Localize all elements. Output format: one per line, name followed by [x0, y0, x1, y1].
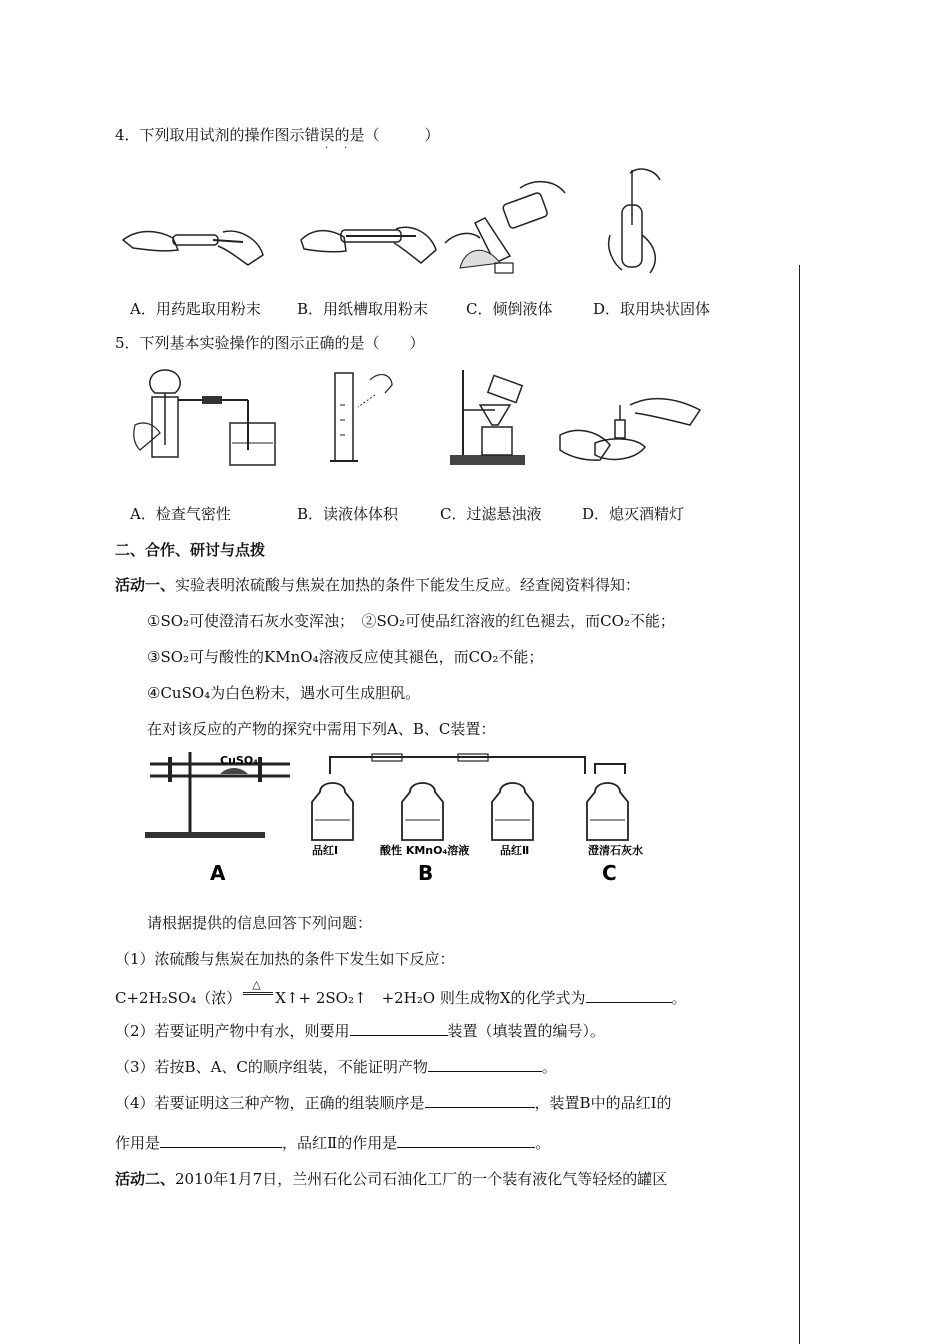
question-3 [115, 1057, 557, 1077]
question-4-text: （4）若要证明这三种产物，正确的组装顺序是 [115, 1094, 425, 1112]
reaction-condition [241, 978, 275, 1003]
apparatus-a-base [145, 832, 265, 838]
section2-heading: 二、合作、研讨与点拨 [115, 541, 266, 559]
activity1-paragraph [115, 575, 640, 595]
question-4-continued [115, 1133, 550, 1153]
answer-blank[interactable] [428, 1057, 542, 1072]
apparatus-b-label: B [418, 861, 434, 885]
q4-option-a: A．用药匙取用粉末 [130, 300, 261, 318]
emphasis-dot: · [325, 143, 329, 154]
figure-paper-trough-powder [296, 215, 446, 270]
activity2-text: 2010年1月7日，兰州石化公司石油化工厂的一个装有液化气等轻烃的罐区 [175, 1170, 668, 1188]
question-4-role-label: 作用是 [115, 1134, 161, 1152]
cuso4-label: CuSO₄ [220, 754, 258, 767]
bottle-label-1: 品红Ⅰ [312, 844, 339, 857]
figure-solid-block [600, 165, 670, 277]
apparatus-a-label: A [210, 861, 226, 885]
q4-option-c: C．倾倒液体 [466, 300, 553, 318]
equation-line [115, 978, 687, 1008]
activity1-label: 活动一、 [115, 576, 176, 594]
equation-right: X↑+ 2SO₂↑ +2H₂O 则生成物X的化学式为 [275, 989, 586, 1007]
device-intro: 在对该反应的产物的探究中需用下列A、B、C装置： [147, 720, 496, 738]
fact-1-2: ①SO₂可使澄清石灰水变浑浊； ②SO₂可使品红溶液的红色褪去，而CO₂不能； [147, 612, 675, 630]
q5-option-b: B．读液体体积 [297, 505, 399, 523]
activity1-text: 实验表明浓硫酸与焦炭在加热的条件下能发生反应。经查阅资料得知： [175, 576, 641, 594]
activity2-label: 活动二、 [115, 1170, 176, 1188]
answer-blank[interactable] [397, 1133, 535, 1148]
q5-option-a: A．检查气密性 [130, 505, 231, 523]
q4-option-d: D．取用块状固体 [593, 300, 711, 318]
bottle-label-2: 酸性 KMnO₄溶液 [380, 844, 470, 857]
equation-end: 。 [671, 989, 687, 1007]
question-4 [115, 1093, 672, 1113]
q4-stem: 4．下列取用试剂的操作图示错误的是（ ） [115, 126, 440, 144]
answer-blank[interactable] [350, 1021, 448, 1036]
bottle-label-3: 品红Ⅱ [500, 844, 530, 857]
fact-4: ④CuSO₄为白色粉末，遇水可生成胆矾。 [147, 684, 421, 702]
q5-stem: 5．下列基本实验操作的图示正确的是（ ） [115, 334, 425, 352]
apparatus-c-label: C [602, 861, 617, 885]
answer-blank[interactable] [160, 1133, 282, 1148]
answer-blank[interactable] [425, 1093, 535, 1108]
q5-option-c: C．过滤悬浊液 [440, 505, 542, 523]
question-4-end: 。 [535, 1134, 551, 1152]
question-4-role2-label: ，品红Ⅱ的作用是 [282, 1134, 398, 1152]
figure-spatula-powder [118, 210, 268, 270]
question-2-text: （2）若要证明产物中有水，则要用 [115, 1022, 350, 1040]
equation-left: C+2H₂SO₄（浓） [115, 989, 242, 1007]
emphasis-dot: · [344, 143, 348, 154]
question-3-end: 。 [541, 1058, 557, 1076]
question-2-end: 装置（填装置的编号）。 [447, 1022, 606, 1040]
question-1: （1）浓硫酸与焦炭在加热的条件下发生如下反应： [115, 950, 455, 968]
bottle-label-4: 澄清石灰水 [588, 844, 643, 857]
answer-blank[interactable] [586, 988, 672, 1003]
ask-text: 请根据提供的信息回答下列问题： [147, 914, 373, 932]
q5-option-d: D．熄灭酒精灯 [582, 505, 685, 523]
figure-apparatus-abc [140, 752, 670, 887]
heat-symbol: △ [252, 978, 261, 991]
margin-line [799, 265, 800, 1344]
q4-option-b: B．用纸槽取用粉末 [297, 300, 429, 318]
question-4-mid: ，装置B中的品红Ⅰ的 [534, 1094, 672, 1112]
fact-3: ③SO₂可与酸性的KMnO₄溶液反应使其褪色，而CO₂不能； [147, 648, 544, 666]
figure-q5-operations [130, 365, 705, 470]
figure-pour-liquid [440, 168, 570, 278]
question-2 [115, 1021, 605, 1041]
question-3-text: （3）若按B、A、C的顺序组装，不能证明产物 [115, 1058, 428, 1076]
activity2-paragraph [115, 1169, 667, 1189]
